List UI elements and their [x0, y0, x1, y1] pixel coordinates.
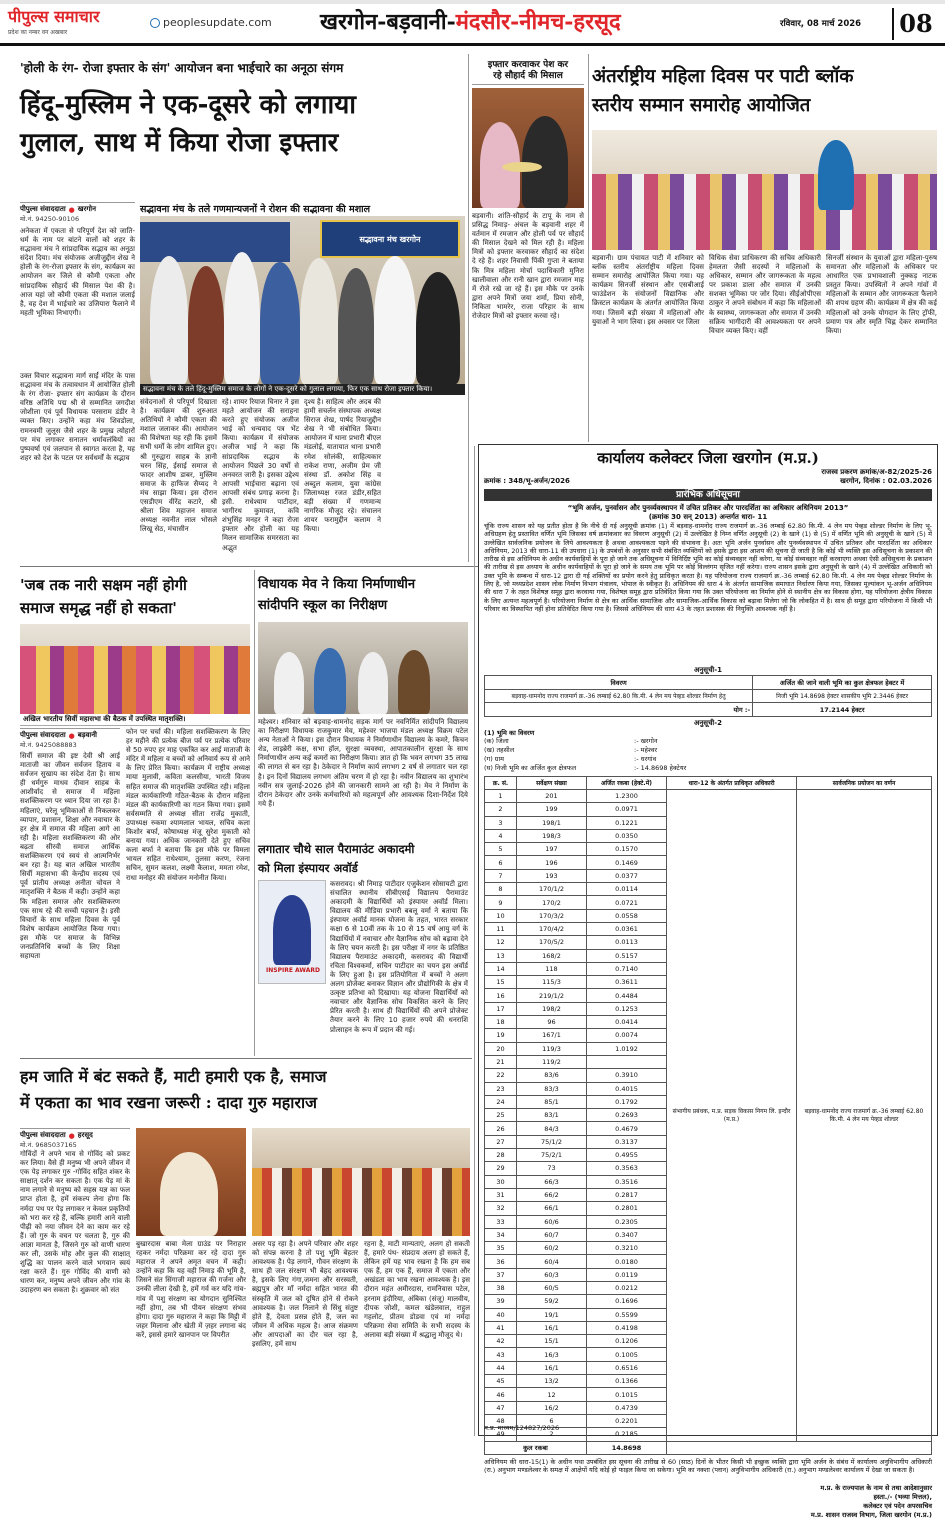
table-cell: 14 — [485, 962, 517, 975]
table-cell: 0.1469 — [587, 856, 667, 869]
table-cell: 1 — [485, 790, 517, 803]
story3-headline: अंतर्राष्ट्रीय महिला दिवस पर पाटी ब्लॉक स्तरीय सम्मान समारोह आयोजित — [592, 66, 854, 116]
story4-mobile: मो.नं. 9425088883 — [20, 741, 77, 749]
table-cell: 0.6516 — [587, 1361, 667, 1374]
table-cell: 0.3910 — [587, 1069, 667, 1082]
schedule2-title: अनुसूची-2 — [694, 718, 722, 727]
land-detail-row — [484, 764, 932, 773]
table-cell: 0.3407 — [587, 1228, 667, 1241]
table-cell: 0.3210 — [587, 1242, 667, 1255]
table-cell: 30 — [485, 1175, 517, 1188]
story1-col1: अनेकता में एकता से परिपूर्ण देश को जाति- धर्म के नाम पर बांटने वालों को शहर के सद्भावना मंच ने सांप्रदायिक सद्भाव का अनूठा संदेश दिया। मंच संयोजक अजीजुद्दीन शेख ने होली के रंग-रोजा इफ्तार के संग, कार्यक्रम का आयोजन कर जिले से कौमी एकता और सांप्रदायिक सौहार्द की मिसाल पेश की है। आज यहां जो कौमी एकता की मशाल जलाई है, वह देश में भाईचारे का उजियारा फैलाने में महती भूमिका निभाएगी। — [20, 227, 135, 317]
table-cell: 0.0414 — [587, 1016, 667, 1029]
authorized-officer: संभागीय प्रबंधक, म.प्र. सड़क विकास निगम लि. इन्दौर (म.प्र.) — [667, 790, 797, 1442]
table-cell: 66/1 — [517, 1202, 587, 1215]
story1-headline: हिंदू-मुस्लिम ने एक-दूसरे को लगाया गुलाल, साथ में किया रोजा इफ्तार — [20, 90, 357, 158]
table-cell: 84/3 — [517, 1122, 587, 1135]
table-cell: 0.0377 — [587, 869, 667, 882]
land-detail-key: (क) जिला — [484, 736, 509, 745]
table-cell — [667, 1441, 932, 1455]
table-cell: 0.3611 — [587, 976, 667, 989]
table-cell: 0.1015 — [587, 1388, 667, 1401]
table-cell: 21 — [485, 1055, 517, 1068]
story1-kicker: 'होली के रंग- रोजा इफ्तार के संग' आयोजन बना भाईचारे का अनूठा संगम — [20, 61, 344, 75]
table-cell: 11 — [485, 922, 517, 935]
story2-photo — [472, 88, 584, 208]
table-cell: 8 — [485, 883, 517, 896]
person — [416, 272, 460, 384]
land-detail-value: :- खरगोन — [634, 736, 658, 745]
land-detail-value: :- 14.8698 हेक्टेयर — [634, 763, 687, 772]
table-cell: 170/2 — [517, 896, 587, 909]
table-cell: 19 — [485, 1029, 517, 1042]
table-cell: 26 — [485, 1122, 517, 1135]
table-cell: 35 — [485, 1242, 517, 1255]
table-cell: 0.2693 — [587, 1109, 667, 1122]
table-cell: 83/6 — [517, 1069, 587, 1082]
column-rule — [254, 570, 255, 1056]
table-cell: 19/1 — [517, 1308, 587, 1321]
table-cell: 45 — [485, 1375, 517, 1388]
table-cell: 60/6 — [517, 1215, 587, 1228]
table-cell: 0.4015 — [587, 1082, 667, 1095]
table-cell: 198/3 — [517, 829, 587, 842]
person — [314, 648, 346, 714]
table-cell: 196 — [517, 856, 587, 869]
land-detail-key: (घ) निजी भूमि का अर्जित कुल क्षेत्रफल — [484, 763, 577, 772]
table-cell: 49 — [485, 1428, 517, 1441]
story4-col1: सिर्वी समाज की इष्ट देवी श्री आई माताजी का जीवन सर्वजन हिताय व सर्वजन सुखाय का संदेश देता है। साथ ही धर्मगुरु माधव दीवान साहब के आशीर्वाद से समाज में महिला सशक्तिकरण पर ध्यान दिया जा रहा है। महिलाएं, घरेलू भूमिकाओं से निकलकर व्यापार, प्रशासन, शिक्षा और नवाचार के हर क्षेत्र में समाज की महिला आगे आ रही है। महिला सशक्तिकरण की ओर बढ़ता सीरवी समाज आर्थिक सशक्तिकरण एवं स्वयं से आत्मनिर्भर बन रहा है। यह बात अखिल भारतीय सिर्वी महासभा की केन्द्रीय सदस्य एवं पूर्व प्रांतीय अध्यक्ष अनीता चोयल ने मातृशक्ति ने बैठक में कही। उन्होंने कहा कि महिला समाज और सशक्तिकरण एक साथ रहे की सच्ची पहचान है। इसी विचारों के साथ महिला दिवस के पूर्व विशेष कार्यक्रम आयोजित किया गया। इस मौके पर समाज के विभिन्न जनप्रतिनिधि बच्चों के लिए शिक्षा सहायता — [20, 752, 120, 961]
table-cell: 0.1206 — [587, 1335, 667, 1348]
guru — [160, 1152, 218, 1236]
story4-caption: अखिल भारतीय सिर्वी महासभा की बैठक में उपस्थित मातृशक्ति। — [20, 714, 250, 726]
person — [300, 258, 338, 384]
crowd — [592, 174, 937, 250]
person — [374, 256, 416, 384]
story3-col3: सिनर्जी संस्थान के युवाओं द्वारा महिला-पुरुष समानता और महिलाओं के अधिकार पर आधारित एक प्रभावशाली नुक्कड़ नाटक प्रस्तुत किया। उपस्थितों ने अपने गांवों में महिलाओं के सम्मान और जागरूकता फैलाने की शपथ ग्रहण की। कार्यक्रम में क्षेत्र की कई महिलाओं को उनके योगदान के लिए ट्रॉफी, प्रमाण पत्र और स्मृति चिह्न देकर सम्मानित किया। — [826, 254, 937, 335]
masthead — [0, 0, 945, 46]
table-cell: 7 — [485, 869, 517, 882]
table-cell: 0.0361 — [587, 922, 667, 935]
table-cell: 60/7 — [517, 1228, 587, 1241]
table-cell: 198/1 — [517, 816, 587, 829]
ad-code: म.प्र. माध्यम/124827/2026 — [484, 1424, 560, 1432]
story3-col2: विधिक सेवा प्राधिकरण की सचिव अधिकारी हेमलता जैसी सदस्यों ने महिलाओं के अधिकार, सम्मान और जागरूकता के महत्व पर प्रकाश डाला और समाज में उनकी सशक्त भूमिका पर जोर दिया। सीईओपीएस ठाकुर ने अपने संबोधन में कहा कि महिलाओं के स्वास्थ्य, जागरूकता और समाज में उनकी सक्रिय भागीदारी की आवश्यकता पर अपने विचार व्यक्त किए। वहीं — [709, 254, 821, 335]
table-cell: 29 — [485, 1162, 517, 1175]
table-cell: 34 — [485, 1228, 517, 1241]
person — [274, 652, 304, 714]
table-cell: 198/2 — [517, 1002, 587, 1015]
table-cell: 28 — [485, 1149, 517, 1162]
story7-col1: गोविंदों ने अपने भाव से गोविंद को प्रकट कर लिया। वैसे ही मनुष्य भी अपने जीवन में एक पेड़ लगाकर गुरु -गोविंद सहित शंकर के साक्षात् दर्शन कर सकता है। एक पेड़ मां के नाम लगाने से मनुष्य को सहस्र यज्ञ का फल प्राप्त होता है, हमें संकल्प लेना होगा कि नर्मदा पथ पर पेड़ लगाकर न केवल प्रकृतियों को भरा कर रहे हैं, बल्कि हमारी आने वाली पीढ़ी को नया जीवन देने का काम कर रहे हैं। जो गुरु के वचन पर चलता है, गुरु की आज्ञा मानता है, जिसने गुरु को वाणी धारण कर ली, उसके मोह और कुल की साक्षात् शुद्धि का पालन करने वाले भगवान स्वयं रक्षा करते हैं। गुरु गोविंद की वाणी को धारण कर, मनुष्य अपने जीवन और गांव के उदाहरण बन सकता है। शुक्रवार को संत — [20, 1150, 130, 1295]
notice-ref-top: राजस्व प्रकरण क्रमांक/अ-82/2025-26 — [821, 468, 932, 476]
story7-col3: असर पड़ रहा है। अपने परिवार और शहर को संपन्न करना है तो पशु भूमि बेहतर आवश्यक है। पेड़ लगाने, गौवन संरक्षण के साथ ही जल संरक्षण भी बेहद आवश्यक है, इसके लिए गंगा,जमना और सरस्वती, ब्रह्मपुत्र और माँ नर्मदा सहित भारत की संस्कृति में जल को दूषित होने से रोकने आवश्यक है। जल निलाने से सिंधु संतुष्ट होते हैं, देवता प्रसन्न होते हैं, जल का जीवन में अधिक महत्व है। आज संक्रमण और आपदाओं का दौर चल रहा है, इसलिए, हमें साथ — [252, 1240, 358, 1349]
table-cell: 85/1 — [517, 1095, 587, 1108]
table-cell: 40 — [485, 1308, 517, 1321]
page-number: 08 — [892, 8, 938, 40]
table-cell: 201 — [517, 790, 587, 803]
table-cell: 5 — [485, 843, 517, 856]
section-rule — [20, 1058, 472, 1059]
table-cell: 25 — [485, 1109, 517, 1122]
land-detail-value: :- धरगांव — [634, 754, 657, 763]
story7-photo-crowd — [252, 1128, 470, 1236]
table-cell: 22 — [485, 1069, 517, 1082]
table-cell: 38 — [485, 1281, 517, 1294]
issue-date: रविवार, 08 मार्च 2026 — [780, 19, 862, 29]
table-cell: 0.2817 — [587, 1188, 667, 1201]
notice-ref-row: क्रमांक : 348/भू-अर्जन/2026 खरगोन, दिनांक : 02.03.2026 — [484, 477, 932, 485]
table-header: धारा-12 के अंतर्गत प्राधिकृत अधिकारी — [667, 776, 797, 790]
table-cell: 42 — [485, 1335, 517, 1348]
public-purpose: बड़वाह-धामनोद राज्य राजमार्ग क्र.-36 लम्बाई 62.80 कि.मी. 4 लेन मय पेव्हड शोल्डर — [797, 790, 932, 1442]
notice-act-sub: (क्रमांक 30 सन् 2013) अन्तर्गत धारा- 11 — [648, 513, 768, 521]
table-cell: 48 — [485, 1414, 517, 1427]
story7-col4: रहना है, माटी मान्यताएं, अलग हो सकती हैं, हमारे पंथ- संप्रदाय अलग हो सकते हैं, लेकिन हमें यह भाव रखना है कि हम सब एक हैं, हम एक हैं, समाज में एकता और अखंडता का भाव रखना आवश्यक है। इस दौरान महंत अमीरदास, रामनिवास पटेल, हरनाम इंदौरिया, अंबिका (संजू) मालवीय, दीपक जोशी, कमल खंडेलवाल, राहुल गहलोट, प्रीतम डोडवा एवं मां नर्मदा परिक्रमा सेवा समिति के सभी सदस्य के अलावा बड़ी संख्या में श्रद्धालु मौजूद थे। — [364, 1240, 470, 1339]
story1-caption: सद्भावना मंच के तले हिंदू-मुस्लिम समाज के लोगों ने एक-दूसरे को गुलाल लगाया, फिर एक साथ रोजा इफ्तार किया। — [140, 384, 465, 395]
story1-col2: संवेदनाओं से परिपूर्ण दिखाता है। कार्यक्रम की शुरुआत अतिथियों ने कौमी एकता की मशाल जलाकर की। आयोजन की विशेषता यह रही कि इसमें सभी धर्मों के लोग शामिल हुए। श्री गुरुद्वारा साहब के ज्ञानी चरन सिंह, ईसाई समाज से फादर आशीष डाबर, मुस्लिम समाज के हाफिज सैय्यद ने मंच साझा किया। इस दौरान एसडीएम वीरेंद्र कटारे, श्री श्रीला शिव महाजन समाज अध्यक्ष नवनीत लाल भोसले लिखू सेठ, मंचासीन — [140, 398, 217, 534]
table-cell: 0.0558 — [587, 909, 667, 922]
table-cell: 10 — [485, 909, 517, 922]
column-rule — [474, 446, 475, 1436]
story2-text: बड़वानी। शांति-सौहार्द के टापू के नाम से प्रसिद्ध निमाड़- अंचल के बड़वानी शहर में वर्तमान में रमजान और होली पर्व पर सौहार्द की मिसाल देखने को मिल रही है। महिला मित्रों को इफ्तार करवाकर सौहार्द का संदेश दे रहे हैं। शहर निवासी पिंकी गुप्ता ने बताया कि मित्र महिला मोर्चा पदाधिकारी मुनिरा खालीवाला और रानी खान द्वारा रमजान माह में रोजे रखे जा रहे हैं। इस मौके पर उनके द्वारा अपने मित्रों जया शर्मा, प्रिया सोनी, निकिता भामरेर, राजा परिहार के साथ रोजेदार मित्रों को इफ्तार करवा रहे। — [472, 212, 584, 321]
person — [224, 252, 260, 384]
table-cell: 4 — [485, 829, 517, 842]
table-header: अर्जित रकबा (हेक्टे.में) — [587, 776, 667, 790]
story6-text: कसरावद। श्री निमाड़ पाटीदार एजुकेशन सोसायटी द्वारा संचालित स्थानीय सीबीएसई विद्यालय पैरामाउंट अकादमी के विद्यार्थियों को इंस्पायर अवॉर्ड मिला। विद्यालय की मीडिया प्रभारी बबलू वर्मा ने बताया कि इंस्पायर अवॉर्ड मानक योजना के तहत, भारत सरकार कक्षा 6 से 10वीं तक के 10 से 15 वर्ष आयु वर्ग के विद्यार्थियों में नवाचार और वैज्ञानिक सोच को बढ़ावा देने के लिए चयन करती है। इस परीक्षा में नगर के प्रतिष्ठित विद्यालय पैरामाउंट अकादमी, कसरावद की विद्यार्थी रचिता विश्वकर्मा, सचिन पाटीदार का चयन इस अवॉर्ड के लिए हुआ है। इस प्रतियोगिता में बच्चों ने अलग अलग प्रोजेक्ट बनाकर विज्ञान और प्रौद्योगिकी के क्षेत्र में उत्कृष्ट प्रतिभा को दिखाया। यह योजना विद्यार्थियों को नवाचार और वैज्ञानिक सोच विकसित करने के लिए प्रेरित करती है। साथ ही विद्यार्थियों की अपने प्रोजेक्ट तैयार करने के लिए 10 हजार रुपये की धनराशि प्रोत्साहन के रूप में प्रदान की गई। — [330, 880, 468, 1034]
table-cell: 167/1 — [517, 1029, 587, 1042]
table-cell: 59/2 — [517, 1295, 587, 1308]
story3-photo — [592, 130, 937, 250]
person — [260, 262, 300, 384]
story5-text: महेश्वर। शनिवार को बड़वाह-धामनोद सड़क मार्ग पर नवनिर्मित सांदीपनि विद्यालय का निरीक्षण विधायक राजकुमार मेव, महेश्वर भाजपा मंडल अध्यक्ष विक्रम पटेल अन्य नेताओं ने किया। इस दौरान विधायक ने निर्माणाधीन विद्यालय के कमरे, किचन शेड, लाइब्रेरी कक्ष, सभा हॉल, सुरक्षा व्यवस्था, आपातकालीन सुरक्षा के साथ निर्माणाधीन अन्य कई कमरों का निरीक्षण किया। ज्ञात हो कि भवन लगभग 35 लाख की लागत से बन रहा है। ठेकेदार ने निर्माण कार्य लगभग 2 वर्ष से लगातार चल रहा है। इन दिनों विद्यालय लगभग अंतिम चरण में हो रहा है। नवीन विद्यालय का शुभारंभ नवीन सत्र जुलाई-2026 होने की जानकारी सामने आ रही है। मेव ने निर्माण के दौरान ठेकेदार और उनके कर्मचारियों को महत्वपूर्ण और आवश्यक दिशा-निर्देश दिये गये हैं। — [258, 718, 468, 808]
table-cell: 118 — [517, 962, 587, 975]
table-cell: 0.1221 — [587, 816, 667, 829]
table-cell: 170/3/2 — [517, 909, 587, 922]
table-cell: 73 — [517, 1162, 587, 1175]
table-cell: 0.1792 — [587, 1095, 667, 1108]
table-cell: 0.3137 — [587, 1135, 667, 1148]
table-cell: 0.1253 — [587, 1002, 667, 1015]
story1-col1b: उक्त विचार सद्भावना मार्ग साईं मंदिर के पास सद्भावना मंच के तत्वावधान में आयोजित होली के रंग रोजा- इफ्तार संग कार्यक्रम के दौरान वरिष्ठ अतिथि पद्म श्री से सम्मानित जगदीश जोशीला एवं पूर्व विधायक परसराम डंडीर ने व्यक्त किए। उन्होंने कहा मंच शिवडोला, रामनवमी जुलूस जैसे शहर के प्रमुख त्योहारों पर मंच लगाकर सनातन धर्मावलंबियों का पुष्पवर्षा एवं जलपान से स्वागत करता है, यह शहर को देश के पटल पर सर्वधर्मों के सद्भाव — [20, 372, 135, 462]
notice-banner: प्रारंभिक अधिसूचना — [484, 489, 932, 501]
banner-backdrop: सद्भावना मंच खरगोन — [320, 220, 460, 258]
land-detail-value: :- महेश्वर — [634, 745, 657, 754]
table-cell: 60/3 — [517, 1268, 587, 1281]
table-cell: 23 — [485, 1082, 517, 1095]
logo-text: पीपुल्स समाचार — [8, 7, 100, 26]
story4-col2: फोन पर चर्चा की। महिला सशक्तिकरण के लिए हर महीने की प्रत्येक बीज पर्व पर प्रत्येक परिवार से 50 रुपए हर माह एकत्रित कर आई माताजी के मंदिर में महिला व बच्चों को अनिवार्य रूप से आने के लिए प्रेरित किया। कार्यक्रम में राष्ट्रीय अध्यक्ष माया मुलावी, कविता कलसीया, भारती विजय सहित समाज की मातृशक्ति उपस्थित रही। महिला मंडल कार्यकारिणी गठित-बैठक के दौरान महिला मंडल की कार्यकारिणी का गठन किया गया। इसमें सर्वसम्मति से अध्यक्ष सीता राजेंद्र मुकाती, उपाध्यक्ष रुकमा श्यामलाल भायल, सचिव कला किशोर बर्फा, कोषाध्यक्ष मंजू सुरेश मुकाती को बनाया गया। अधिक जानकारी देते हुए सचिव कला बर्फा ने बताया कि इस मौके पर विमला भायल सहित राधेश्याम, तुलसा करण, रंजना सचिन, सुमन कलश, लक्ष्मी कैलाश, ममता रमेश, राधा मनोहर की संयोजन मनोनीत किया। — [126, 728, 250, 882]
person — [188, 266, 224, 384]
land-details — [484, 737, 932, 773]
story1-col4: दृश्य है। साहित्य और अदब की हामी सचर्लन संस्थापक अध्यक्ष सिराज शेख, पार्षद रियाजुद्दीन शेख ने भी संबोधित किया। आयोजन में थाना प्रभारी बीएल मंडलोई, यातायात थाना प्रभारी रमेश सोलंकी, साहित्यकार राकेश राणा, अजीम प्रेम जी संस्था डॉ. अकोश सिंह व अब्दुल कलाम, युवा कांग्रेस जिलाध्यक्ष रजत डंडीर,सहित बड़ी संख्या में गणमान्य नागरिक मौजूद रहे। संचालन शायर फरामुद्दीन कलाम ने किया। — [304, 398, 381, 534]
table-cell: 13/2 — [517, 1375, 587, 1388]
logo-tagline: प्रदेश का नम्बर वन अखबार — [8, 29, 68, 36]
story7-photo-guru — [136, 1128, 246, 1236]
column-rule — [588, 54, 589, 442]
table-cell: 12 — [485, 936, 517, 949]
table-total-row — [485, 1441, 932, 1455]
table-header: क्र. सं. — [485, 776, 517, 790]
land-detail-key: (ख) तहसील — [484, 745, 515, 754]
table-cell: 96 — [517, 1016, 587, 1029]
table-cell: 60/5 — [517, 1281, 587, 1294]
table-cell: 41 — [485, 1321, 517, 1334]
table-cell: 0.3516 — [587, 1175, 667, 1188]
table-cell: 60/4 — [517, 1255, 587, 1268]
table-cell: 193 — [517, 869, 587, 882]
table-cell: 170/5/2 — [517, 936, 587, 949]
table-cell: 119/3 — [517, 1042, 587, 1055]
land-detail-row — [484, 755, 932, 764]
table-cell: 170/1/2 — [517, 883, 587, 896]
table-cell: 0.0971 — [587, 803, 667, 816]
table-cell: 0.0114 — [587, 883, 667, 896]
women-group — [20, 646, 250, 714]
story2-kicker: इफ्तार करवाकर पेश कर रहे सौहार्द की मिसाल — [472, 60, 584, 85]
table-cell: 17 — [485, 1002, 517, 1015]
land-detail-row — [484, 746, 932, 755]
table-cell: 47 — [485, 1401, 517, 1414]
story1-subhead: सद्भावना मंच के तले गणमान्यजनों ने रोशन की सद्भावना की मशाल — [140, 204, 371, 215]
table-cell: 16/2 — [517, 1401, 587, 1414]
table-cell — [587, 1055, 667, 1068]
notice — [478, 444, 938, 1520]
land-detail-key: (ग) ग्राम — [484, 754, 505, 763]
table-cell: 0.2801 — [587, 1202, 667, 1215]
logo — [8, 6, 148, 40]
table-cell: 46 — [485, 1388, 517, 1401]
table-cell: 0.2305 — [587, 1215, 667, 1228]
story3-col1: बड़वानी। ग्राम पंचायत पाटी में शनिवार को ब्लॉक स्तरीय अंतर्राष्ट्रीय महिला दिवस सम्मान समारोह आयोजित किया गया। यह कार्यक्रम सिनर्जी संस्थान और एसबीआई फाउंडेशन के संयोजनों विद्यानिक और क्रिस्टल कार्यक्रम के अंतर्गत आयोजित किया गया। जिसमें बड़ी संख्या में महिलाओं और युवाओं ने भाग लिया। इस अवसर पर जिला — [592, 254, 704, 326]
table-cell: 15/1 — [517, 1335, 587, 1348]
table-cell: 13 — [485, 949, 517, 962]
table-cell: 0.0119 — [587, 1268, 667, 1281]
table-cell: 16 — [485, 989, 517, 1002]
table-cell: 0.1366 — [587, 1375, 667, 1388]
schedule2-table — [484, 776, 932, 1456]
table-cell: 0.0212 — [587, 1281, 667, 1294]
award-label: INSPIRE AWARD — [266, 967, 320, 974]
table-cell: 0.0721 — [587, 896, 667, 909]
table-cell: 31 — [485, 1188, 517, 1201]
story1-mobile: मो.नं. 94250-90106 — [20, 215, 80, 223]
table-cell: 199 — [517, 803, 587, 816]
table-cell: 0.4739 — [587, 1401, 667, 1414]
table-cell: 0.0113 — [587, 936, 667, 949]
notice-body: चूंकि राज्य शासन को यह प्रतीत होता है कि नीचे दी गई अनुसूची क्रमांक (1) में बड़वाह-धामनोद राज्य राजमार्ग क्र.-36 लम्बाई 62.80 कि.मी. 4 लेन मय पेव्हड शोल्डर निर्माण के लिए भू-अधिग्रहण हेतु प्रस्तावित वर्णित भूमि जिसका वर्ष क्रमांकवार का विवरण अनुसूची (2) में उल्लेखित है निम्न वर्णित अनुसूची (2) के खाने (1) से (5) में वर्णित भूमि की अनुसूची के खाने (5) में उल्लेखित सार्वजनिक प्रयोजन के लिये आवश्यकता है अथवा आवश्यकता पड़ने की संभावना है। अतः भूमि अर्जन पुनर्वासन और पुनर्व्यवस्थापन में उचित प्रतिकर और पारदर्शिता का अधिकार अधिनियम, 2013 की धारा-11 की उपधारा (1) के उपबंधों के अनुसार सभी संबंधित व्यक्तियों को इसके द्वारा इस आशय की सूचना दी जाती है कि कोई भी व्यक्ति इस अधिसूचना के प्रकाशन की तारीख से इस अधिनियम के अधीन कार्यवाहियों के पूरा हो जाने तक अधिसूचना में विनिर्दिष्ट भूमि का कोई संव्यवहार नहीं करेगा, या कोई संव्यवहार नहीं करवाएगा अथवा ऐसी अधिसूचना के प्रकाशन की तारीख से इस अध्याय के अधीन कार्यवाहियों के पूरा हो जाने के समय तक भूमि पर कोई विल्लंगम सृजित नहीं करेगा। राज्य शासन इसके द्वारा अनुसूची के खाने (4) में उल्लेखित अधिकारी को उक्त भूमि के सम्बन्ध में धारा-12 द्वारा दी गई शक्तियों का प्रयोग करने हेतु प्राधिकृत करता है। यह परियोजना राज्य राजमार्ग क्र.-36 लम्बाई 62.80 कि.मी. 4 लेन मय पेव्हड शोल्डर निर्माण के लिए है, जो मध्यप्रदेश शासन लोक निर्माण विभाग मंत्रालय, भोपाल के स्वीकृत है। अधिनियम की धारा 4 के अंतर्गत सामाजिक समाघात निर्धारण किया गया, जिसका मूल्यांकन भू-अर्जन अधिनियम की धारा 7 के तहत विशेषज्ञ समूह द्वारा करवाया गया, विशेषज्ञ समूह द्वारा प्रतिवेदित किया गया कि उक्त परियोजना का निर्माण होने से स्थानीय क्षेत्र का विकास होगा, यह परियोजना क्षेत्रीय विकास के लिए अत्यन्त महत्वपूर्ण है। परियोजना निर्माण से क्षेत्र का आर्थिक सामाजिक और सामाजिक-आर्थिक विकास को बढ़ावा मिलेगा जो कि लोकहित में है। साथ ही समूह द्वारा परियोजना में किसी भी परिवार का विस्थापित नहीं होना प्रतिवेदित किया गया है। जिससे अधिनियम की धारा 43 के तहत प्रशासक की नियुक्ति आवश्यक नहीं है। — [484, 522, 932, 613]
story6-headline: लगातार चौथे साल पैरामाउंट अकादमी को मिला इंस्पायर अवॉर्ड — [258, 842, 415, 875]
map-pin-icon: ● — [68, 205, 75, 214]
notice-footer: अधिनियम की धारा-15(1) के अधीन यथा उपबंधित इस सूचना की तारीख से 60 (साठ) दिनों के भीतर किसी भी इच्छुक व्यक्ति द्वारा भूमि अर्जन के संबंध में कार्यालय अनुविभागीय अधिकारी (रा.) अनुभाग मण्डलेश्वर के समक्ष में आक्षेपों यदि कोई हो फाइल किया जा सकेगा। भूमि का नक्शा (प्लान) अनुविभागीय अधिकारी (रा.) अनुभाग मण्डलेश्वर कार्यालय में देखा जा सकता है। — [484, 1458, 932, 1475]
table-cell: 0.4679 — [587, 1122, 667, 1135]
table-cell: 0.4955 — [587, 1149, 667, 1162]
table-cell: 3 — [485, 816, 517, 829]
table-cell: 27 — [485, 1135, 517, 1148]
registration-strip — [0, 0, 945, 4]
story7-col2: बुखारदास बाबा मेला ग्राउंड पर निराहार रहकर नर्मदा परिक्रमा कर रहे दादा गुरु महाराज ने अपने अमृत वचन में कही। उन्होंने कहा कि यह वही निमाड़ की भूमि है, जिसने संत सिंगाजी महाराज की गर्जना और उनकी लीला देखी है, हमें गर्व कर यदि गांव-गांव में पशु संरक्षण का योगदान सुनिश्चित नहीं होगा, तब भी पीयन संरक्षण संभव होगा। दादा गुरु महाराज ने कहा कि मिट्टी में जहर मिलाना और खेती में ज़हर लगाना बंद करें, इससे हमारे खानपान पर विपरीत — [136, 1240, 246, 1339]
story1-photo — [140, 216, 465, 384]
story5-photo — [258, 622, 468, 714]
region-title: खरगोन-बड़वानी-मंदसौर-नीमच-हरसूद — [320, 9, 621, 35]
table-cell: 0.1696 — [587, 1295, 667, 1308]
story1-col3: रहे। शायर रियाज चिनार ने इस महते आयोजन की सराहना करते हुए संयोजक अजीज भाई को धन्यवाद पत्र भेंट किया। कार्यक्रम में संयोजक अजीज भाई ने कहा कि सांप्रदायिक सद्भाव के आयोजन पिछले 30 वर्षों से अनवरत जारी है। इसका उद्देश्य आपसी भाईचारा बढ़ाना एवं आपसी संबंध प्रगाढ़ करना है। इसी. राधेश्याम पाटीदार, भागीरथ कुमावत, कवि शंभुसिंह मनहर ने कहा रोजा इफ्तार और होली का यह मिलन सामाजिक समरसता का अद्भुत — [222, 398, 299, 552]
table-cell: 33 — [485, 1215, 517, 1228]
story4-byline: पीपुल्स संवाददाता ● बड़वानी मो.नं. 9425088883 — [20, 728, 120, 749]
table-cell: 6 — [517, 1414, 587, 1427]
column-rule — [468, 54, 469, 562]
table-cell: 75/2/1 — [517, 1149, 587, 1162]
total-label: कुल रकबा — [485, 1441, 587, 1455]
person — [150, 256, 188, 384]
table-cell: 83/1 — [517, 1109, 587, 1122]
table-cell: 0.1570 — [587, 843, 667, 856]
table-cell: 0.5599 — [587, 1308, 667, 1321]
person — [398, 650, 430, 714]
table-cell: 0.0350 — [587, 829, 667, 842]
table-cell: 0.7140 — [587, 962, 667, 975]
table-cell: 0.4198 — [587, 1321, 667, 1334]
table-cell: 170/4/2 — [517, 922, 587, 935]
table-cell: 60/2 — [517, 1242, 587, 1255]
table-cell: 15 — [485, 976, 517, 989]
map-pin-icon: ● — [68, 1131, 75, 1140]
table-cell: 66/2 — [517, 1188, 587, 1201]
table-cell: 9 — [485, 896, 517, 909]
table-cell: 0.0180 — [587, 1255, 667, 1268]
globe-icon — [150, 18, 160, 28]
story4-photo — [20, 624, 250, 714]
table-header: सार्वजनिक प्रयोजन का वर्णन — [797, 776, 932, 790]
table-cell: 0.0074 — [587, 1029, 667, 1042]
table-cell: 36 — [485, 1255, 517, 1268]
table-cell: 219/1/2 — [517, 989, 587, 1002]
table-cell: 20 — [485, 1042, 517, 1055]
section-rule — [20, 566, 478, 567]
table-cell: 32 — [485, 1202, 517, 1215]
table-cell: 24 — [485, 1095, 517, 1108]
map-pin-icon: ● — [68, 731, 75, 740]
table-cell: 0.4484 — [587, 989, 667, 1002]
table-cell: 18 — [485, 1016, 517, 1029]
table-cell: 16/3 — [517, 1348, 587, 1361]
table-cell: 0.2201 — [587, 1414, 667, 1427]
story4-headline: 'जब तक नारी सक्षम नहीं होगी समाज समृद्ध नहीं हो सकता' — [20, 576, 187, 617]
notice-title: कार्यालय कलेक्टर जिला खरगोन (म.प्र.) — [597, 449, 819, 467]
table-cell: 0.5157 — [587, 949, 667, 962]
table-cell: 168/2 — [517, 949, 587, 962]
table-row — [485, 790, 932, 803]
table-cell: 43 — [485, 1348, 517, 1361]
table-cell: 1.0192 — [587, 1042, 667, 1055]
table-cell: 0.2185 — [587, 1428, 667, 1441]
food-plate — [502, 162, 542, 172]
table-cell: 6 — [485, 856, 517, 869]
table-cell: 2 — [517, 1428, 587, 1441]
story7-byline: पीपुल्स संवाददाता ● हरसूद मो.नं. 9685037165 — [20, 1128, 130, 1149]
story5-headline: विधायक मेव ने किया निर्माणाधीन सांदीपनि स्कूल का निरीक्षण — [258, 577, 416, 613]
schedule1-table: विवरण अर्जित की जाने वाली भूमि का कुल क्षेत्रफल हेक्टर में बड़वाह-धामनोद राज्य राजमार्ग क्र.-36 लम्बाई 62.80 कि.मी. 4 लेन मय पेव्हड शोल्डर निर्माण हेतु निजी भूमि 14.8698 हेक्टर शासकीय भूमि 2.3446 हेक्टर योग :- 17.2144 हेक्टर — [484, 675, 932, 717]
person — [358, 652, 388, 714]
land-details-head: (1) भूमि का विवरण — [484, 728, 535, 737]
total-value: 14.8698 — [587, 1441, 667, 1455]
website-link[interactable]: peoplesupdate.com — [150, 16, 272, 29]
banner-left — [140, 222, 290, 262]
table-cell: 83/3 — [517, 1082, 587, 1095]
schedule1-title: अनुसूची-1 — [694, 666, 722, 674]
table-cell: 66/3 — [517, 1175, 587, 1188]
speaker — [818, 140, 854, 210]
table-cell: 115/3 — [517, 976, 587, 989]
table-cell: 44 — [485, 1361, 517, 1374]
table-cell: 0.3563 — [587, 1162, 667, 1175]
table-cell: 119/2 — [517, 1055, 587, 1068]
story6-photo — [258, 880, 326, 984]
student — [273, 895, 311, 965]
person — [338, 268, 374, 384]
notice-signature: म.प्र. के राज्यपाल के नाम से तथा आदेशानुसार हस्ता./- (भव्या मित्तल), कलेक्टर एवं पदेन अपरसचिव म.प्र. शासन राजस्व विभाग, जिला खरगोन (म.प्र.) — [810, 1484, 932, 1520]
table-cell: 2 — [485, 803, 517, 816]
table-cell: 0.1005 — [587, 1348, 667, 1361]
table-cell: 39 — [485, 1295, 517, 1308]
table-cell: 12 — [517, 1388, 587, 1401]
table-cell: 37 — [485, 1268, 517, 1281]
crowd — [252, 1168, 470, 1236]
story1-col5 — [386, 398, 465, 560]
table-cell: 197 — [517, 843, 587, 856]
table-cell: 16/1 — [517, 1361, 587, 1374]
story1-byline: पीपुल्स संवाददाता ● खरगोन मो.नं. 94250-90106 — [20, 202, 135, 223]
notice-act-title: “भूमि अर्जन, पुनर्वासन और पुनर्व्यवस्थापन में उचित प्रतिकर और पारदर्शिता का अधिकार अधिनियम 2013” — [567, 504, 849, 512]
story7-headline: हम जाति में बंट सकते हैं, माटी हमारी एक है, समाज में एकता का भाव रखना जरूरी : दादा गुरु महाराज — [20, 1067, 327, 1112]
story7-mobile: मो.नं. 9685037165 — [20, 1141, 77, 1149]
table-cell: 1.2300 — [587, 790, 667, 803]
table-header: सर्वेक्षण संख्या — [517, 776, 587, 790]
table-cell: 75/1/2 — [517, 1135, 587, 1148]
land-detail-row — [484, 737, 932, 746]
table-cell: 16/1 — [517, 1321, 587, 1334]
